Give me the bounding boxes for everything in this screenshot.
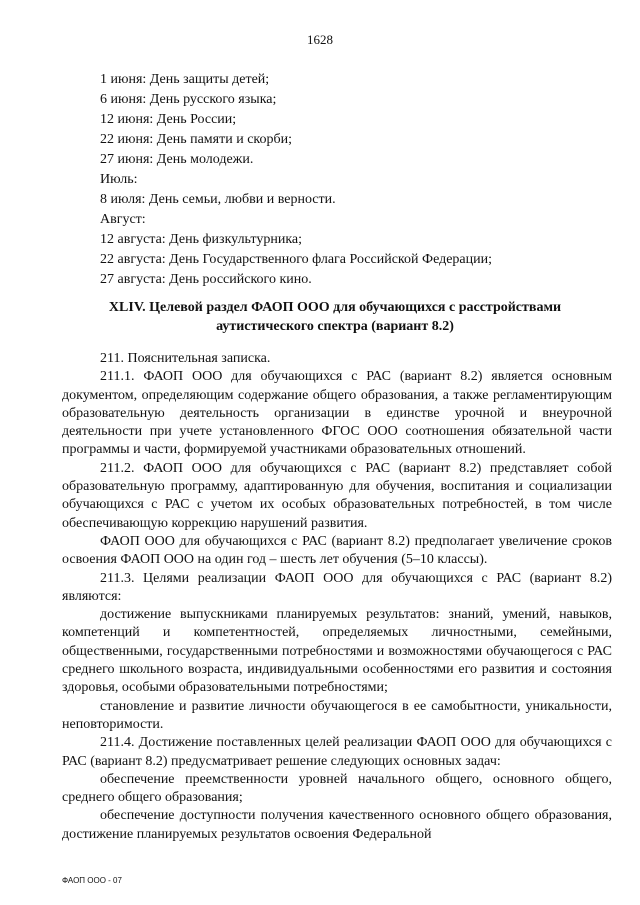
paragraph: 211.1. ФАОП ООО для обучающихся с РАС (вариант 8.2) является основным документом, определяющим содержание общего образования, а также регламентирующим образовательную деятельность организации в единстве урочной и внеурочной деятельности при учете установленного ФГОС ООО соотношения обязательной части программы и части, формируемой участниками образовательных отношений.: [62, 369, 612, 458]
dates-list: [100, 70, 492, 290]
paragraph: 211.3. Целями реализации ФАОП ООО для обучающихся с РАС (вариант 8.2) являются:: [62, 570, 612, 604]
paragraph: обеспечение доступности получения качественного основного общего образования, достижение планируемых результатов освоения Федеральной: [62, 808, 612, 842]
page-number: 1628: [307, 32, 333, 47]
paragraph: достижение выпускниками планируемых результатов: знаний, умений, навыков, компетенций и компетентностей, определяемых личностными, семейными, общественными, государственными потребностями и возможностями обучающегося с РАС среднего школьного возраста, индивидуальными особенностями его развития и состояния здоровья, особыми образовательными потребностями;: [62, 607, 612, 696]
month-heading: Июль:: [100, 172, 138, 187]
month-heading: Август:: [100, 212, 146, 227]
paragraph: 211. Пояснительная записка.: [100, 351, 271, 366]
paragraph: ФАОП ООО для обучающихся с РАС (вариант 8.2) предполагает увеличение сроков освоения ФАОП ООО на один год – шесть лет обучения (5–10 классы).: [62, 533, 612, 568]
date-line: 1 июня: День защиты детей;: [100, 72, 270, 87]
paragraph: 211.2. ФАОП ООО для обучающихся с РАС (вариант 8.2) представляет собой образовательную программу, адаптированную для обучения, воспитания и социализации обучающихся с РАС с учетом их особых образовательных потребностей, в том числе обеспечивающую коррекцию нарушений развития.: [62, 460, 612, 531]
date-line: 6 июня: День русского языка;: [100, 92, 277, 107]
date-line: 27 июня: День молодежи.: [100, 152, 254, 167]
paragraph: становление и развитие личности обучающегося в ее самобытности, уникальности, неповторимости.: [62, 698, 612, 732]
section-heading: XLIV. Целевой раздел ФАОП ООО для обучающихся с расстройствами аутистического спектра (вариант 8.2): [108, 300, 562, 334]
date-line: 12 августа: День физкультурника;: [100, 232, 303, 247]
date-line: 27 августа: День российского кино.: [100, 272, 312, 287]
body-text: [62, 350, 612, 844]
date-line: 8 июля: День семьи, любви и верности.: [100, 192, 336, 207]
date-line: 22 июня: День памяти и скорби;: [100, 132, 293, 147]
date-line: 12 июня: День России;: [100, 112, 237, 127]
paragraph: обеспечение преемственности уровней начального общего, основного общего, среднего общего образования;: [62, 771, 612, 806]
footer-code: ФАОП ООО - 07: [62, 876, 122, 885]
date-line: 22 августа: День Государственного флага Российской Федерации;: [100, 252, 493, 267]
paragraph: 211.4. Достижение поставленных целей реализации ФАОП ООО для обучающихся с РАС (вариант 8.2) предусматривает решение следующих основных задач:: [62, 735, 612, 769]
